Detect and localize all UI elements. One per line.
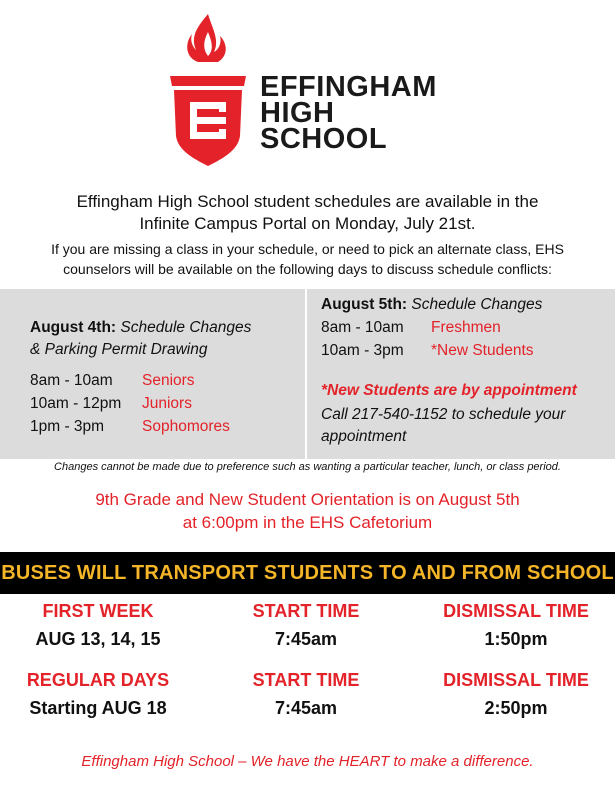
slot-time: 1pm - 3pm bbox=[30, 418, 105, 435]
slot-group: *New Students bbox=[431, 342, 534, 359]
school-name-line: HIGH bbox=[260, 97, 335, 129]
dismissal-time: 2:50pm bbox=[484, 698, 548, 718]
slot-time: 10am - 12pm bbox=[30, 395, 122, 412]
slot-group: Seniors bbox=[142, 372, 195, 389]
aug5-date: August 5th: bbox=[321, 296, 408, 313]
aug4-date: August 4th: bbox=[30, 319, 117, 336]
start-time: 7:45am bbox=[274, 698, 338, 718]
first-week-start-col bbox=[208, 600, 404, 650]
start-time: 7:45am bbox=[274, 629, 338, 649]
intro-sub bbox=[0, 239, 615, 279]
disclaimer: Changes cannot be made due to preference such as wanting a particular teacher, lunch, or class period. bbox=[54, 461, 561, 473]
start-label: START TIME bbox=[252, 601, 360, 621]
regular-days-col bbox=[0, 669, 196, 719]
schedule-slot bbox=[30, 369, 251, 392]
aug5-block bbox=[321, 294, 542, 362]
school-name-line: EFFINGHAM bbox=[260, 71, 437, 103]
school-name-line: SCHOOL bbox=[260, 123, 388, 155]
aug4-heading bbox=[30, 317, 251, 339]
tagline: Effingham High School – We have the HEART to make a difference. bbox=[81, 753, 534, 770]
slot-group: Sophomores bbox=[142, 418, 230, 435]
intro-line: If you are missing a class in your schedule, or need to pick an alternate class, EHS bbox=[51, 241, 564, 257]
school-name bbox=[260, 71, 437, 155]
bus-banner-text: BUSES WILL TRANSPORT STUDENTS TO AND FROM SCHOOL bbox=[1, 562, 614, 584]
intro-main bbox=[0, 191, 615, 235]
torch-shield-icon bbox=[168, 10, 248, 170]
slot-group: Juniors bbox=[142, 395, 192, 412]
slot-time: 8am - 10am bbox=[30, 372, 113, 389]
first-week-col bbox=[0, 600, 196, 650]
aug5-heading bbox=[321, 294, 542, 316]
slot-time: 10am - 3pm bbox=[321, 342, 404, 359]
aug4-subheading bbox=[30, 339, 251, 361]
aug5-note bbox=[321, 380, 577, 448]
orientation-line: 9th Grade and New Student Orientation is on August 5th bbox=[95, 490, 520, 509]
intro-line: Infinite Campus Portal on Monday, July 21st. bbox=[139, 214, 476, 233]
intro-line: counselors will be available on the following days to discuss schedule conflicts: bbox=[63, 261, 552, 277]
appointment-note: *New Students are by appointment bbox=[321, 382, 577, 399]
aug4-title: Schedule Changes bbox=[120, 319, 252, 336]
orientation-notice bbox=[0, 488, 615, 534]
start-label: START TIME bbox=[252, 670, 360, 690]
schedule-slot bbox=[30, 415, 251, 438]
dismissal-label: DISMISSAL TIME bbox=[443, 670, 589, 690]
aug4-block bbox=[30, 317, 251, 438]
schedule-slot bbox=[321, 339, 542, 362]
first-week-dismissal-col bbox=[418, 600, 614, 650]
schedule-slot bbox=[321, 316, 542, 339]
aug4-title-b: & Parking Permit Drawing bbox=[30, 341, 208, 358]
schedule-slot bbox=[30, 392, 251, 415]
phone-note-cont: appointment bbox=[321, 428, 407, 445]
aug5-title: Schedule Changes bbox=[411, 296, 543, 313]
row-label: FIRST WEEK bbox=[42, 601, 154, 621]
regular-dismissal-col bbox=[418, 669, 614, 719]
intro-line: Effingham High School student schedules are available in the bbox=[76, 192, 539, 211]
row-label: REGULAR DAYS bbox=[26, 670, 170, 690]
panel-divider bbox=[305, 289, 307, 459]
row-dates: AUG 13, 14, 15 bbox=[35, 629, 161, 649]
orientation-line: at 6:00pm in the EHS Cafetorium bbox=[182, 513, 433, 532]
row-dates: Starting AUG 18 bbox=[29, 698, 167, 718]
dismissal-time: 1:50pm bbox=[484, 629, 548, 649]
regular-start-col bbox=[208, 669, 404, 719]
slot-group: Freshmen bbox=[431, 319, 501, 336]
slot-time: 8am - 10am bbox=[321, 319, 404, 336]
dismissal-label: DISMISSAL TIME bbox=[443, 601, 589, 621]
phone-note: Call 217-540-1152 to schedule your bbox=[321, 406, 566, 423]
